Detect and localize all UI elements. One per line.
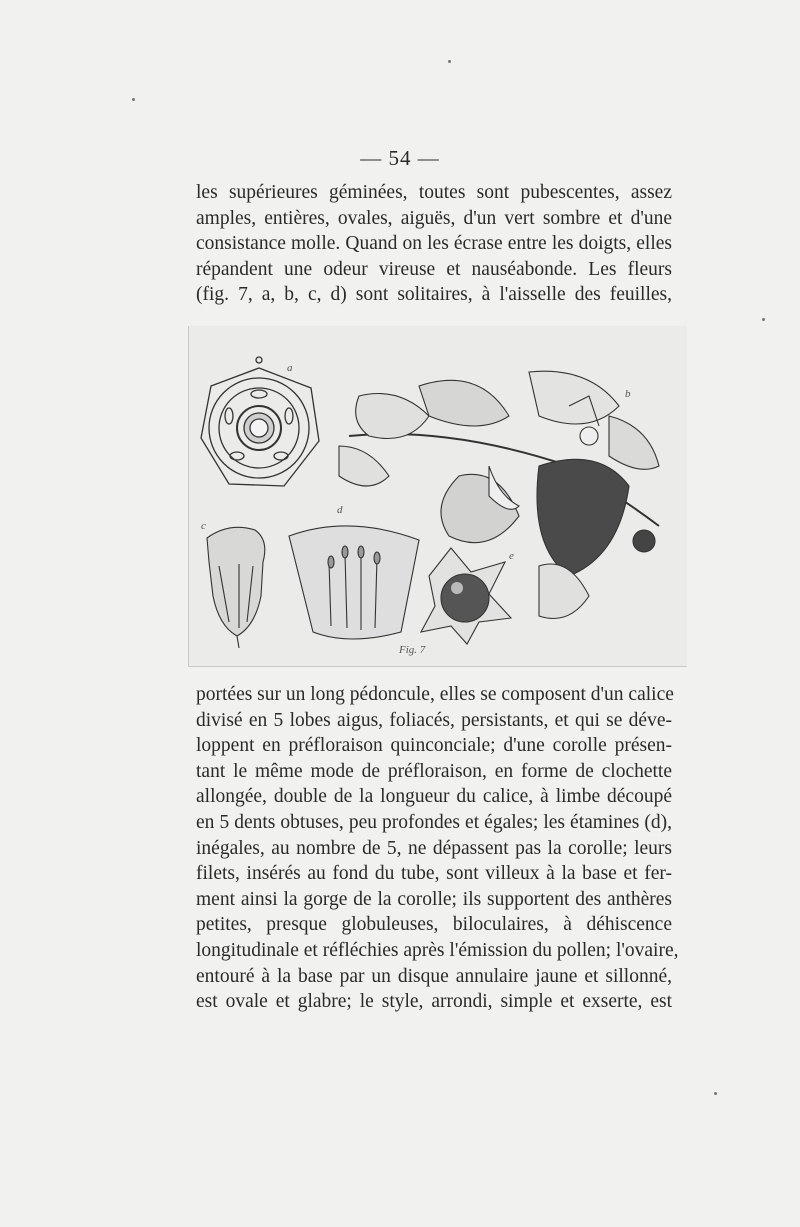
plant-drawing: [189, 326, 687, 666]
text-line: consistance molle. Quand on les écrase entre les doigts, elles: [196, 233, 672, 255]
text-line: longitudinale et réfléchies après l'émission du pollen; l'ovaire,: [196, 939, 679, 961]
text-line: (fig. 7, a, b, c, d) sont solitaires, à l'aisselle des feuilles,: [196, 284, 672, 306]
figure-label-b: b: [625, 388, 631, 400]
page-number: — 54 —: [360, 146, 440, 170]
paper-speck: [762, 318, 765, 321]
text-line: les supérieures géminées, toutes sont pubescentes, assez: [196, 182, 672, 203]
figure-label-c: c: [201, 520, 206, 532]
text-line: ment ainsi la gorge de la corolle; ils supportent des anthères: [196, 888, 672, 910]
text-line: tant le même mode de préfloraison, en forme de clochette: [196, 760, 672, 782]
text-line: portées sur un long pédoncule, elles se composent d'un calice: [196, 684, 674, 705]
paper-speck: [714, 1092, 717, 1095]
text-line: entouré à la base par un disque annulaire jaune et sillonné,: [196, 965, 672, 987]
text-line: loppent en préfloraison quinconciale; d'une corolle présen-: [196, 735, 672, 757]
text-line: filets, insérés au fond du tube, sont villeux à la base et fer-: [196, 863, 672, 885]
botanical-illustration: [188, 326, 687, 667]
corolla-d: [289, 526, 419, 639]
berry-e: [421, 548, 511, 644]
text-line: petites, presque globuleuses, biloculaires, à déhiscence: [196, 914, 672, 936]
figure-caption: Fig. 7: [399, 644, 426, 656]
text-line: inégales, au nombre de 5, ne dépassent pas la corolle; leurs: [196, 837, 672, 859]
figure-label-e: e: [509, 550, 514, 562]
floral-diagram-a: [201, 357, 319, 486]
flower-c: [207, 527, 265, 648]
figure-label-d: d: [337, 504, 343, 516]
text-line: amples, entières, ovales, aiguës, d'un vert sombre et d'une: [196, 207, 672, 229]
text-line: allongée, double de la longueur du calice, à limbe découpé: [196, 786, 672, 808]
paragraph-bottom: [196, 682, 679, 1015]
text-line: répandent une odeur vireuse et nauséabonde. Les fleurs: [196, 258, 672, 280]
figure-label-a: a: [287, 362, 293, 374]
text-line: divisé en 5 lobes aigus, foliacés, persistants, et qui se déve-: [196, 709, 672, 731]
paper-speck: [448, 60, 451, 63]
text-line: est ovale et glabre; le style, arrondi, simple et exserte, est: [196, 991, 672, 1013]
paper-speck: [132, 98, 135, 101]
text-line: en 5 dents obtuses, peu profondes et égales; les étamines (d),: [196, 811, 672, 833]
paragraph-top: [196, 180, 672, 308]
